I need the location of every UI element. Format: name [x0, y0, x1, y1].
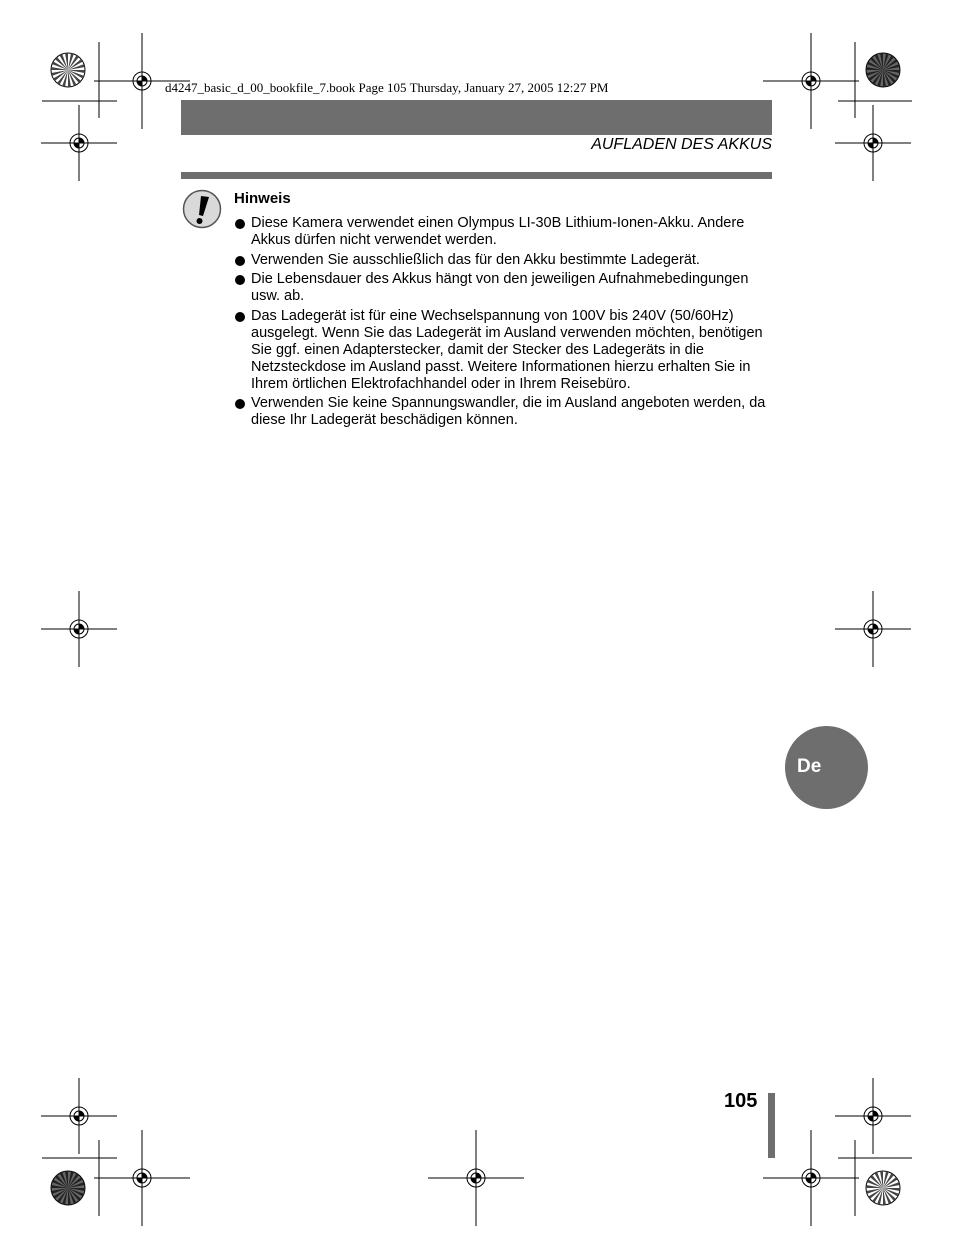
exclamation-icon: [182, 189, 222, 229]
registration-mark: [41, 105, 117, 181]
bullet-icon: [235, 256, 245, 266]
color-target-mark: [866, 53, 900, 87]
language-tab: De: [785, 726, 868, 809]
note-list: [234, 215, 774, 432]
list-item: Die Lebensdauer des Akkus hängt von den jeweiligen Aufnahmebedingungen usw. ab.: [234, 271, 774, 305]
bullet-icon: [235, 399, 245, 409]
registration-mark: [428, 1130, 524, 1226]
registration-mark: [41, 1078, 117, 1154]
bullet-icon: [235, 312, 245, 322]
registration-mark: [41, 591, 117, 667]
list-item: Verwenden Sie ausschließlich das für den Akku bestimmte Ladegerät.: [234, 252, 774, 269]
note-title: Hinweis: [234, 190, 291, 207]
page-number-bar: [768, 1093, 775, 1158]
registration-mark: [835, 105, 911, 181]
page-number: 105: [724, 1090, 758, 1112]
color-target-mark: [866, 1171, 900, 1205]
bullet-icon: [235, 275, 245, 285]
registration-mark: [763, 33, 859, 129]
registration-mark: [763, 1130, 859, 1226]
section-title: AUFLADEN DES AKKUS: [591, 136, 772, 153]
list-item: Diese Kamera verwendet einen Olympus LI-30B Lithium-Ionen-Akku. Andere Akkus dürfen nicht verwendet werden.: [234, 215, 774, 249]
book-file-info: d4247_basic_d_00_bookfile_7.book Page 105 Thursday, January 27, 2005 12:27 PM: [165, 80, 609, 95]
registration-mark: [94, 1130, 190, 1226]
registration-mark: [835, 591, 911, 667]
bullet-icon: [235, 219, 245, 229]
list-item: Das Ladegerät ist für eine Wechselspannung von 100V bis 240V (50/60Hz) ausgelegt. Wenn Sie das Ladegerät im Ausland verwenden möchten, benötigen Sie ggf. einen Adapterstecker, damit der Stecker des Ladegeräts in die Netzsteckdose im Ausland passt. Weitere Informationen hierzu erhalten Sie in Ihrem örtlichen Elektrofachhandel oder in Ihrem Reisebüro.: [234, 308, 774, 393]
color-target-mark: [51, 1171, 85, 1205]
registration-mark: [835, 1078, 911, 1154]
section-rule: [181, 172, 772, 179]
color-target-mark: [51, 53, 85, 87]
header-bar: [181, 100, 772, 135]
list-item: Verwenden Sie keine Spannungswandler, die im Ausland angeboten werden, da diese Ihr Ladegerät beschädigen können.: [234, 395, 774, 429]
